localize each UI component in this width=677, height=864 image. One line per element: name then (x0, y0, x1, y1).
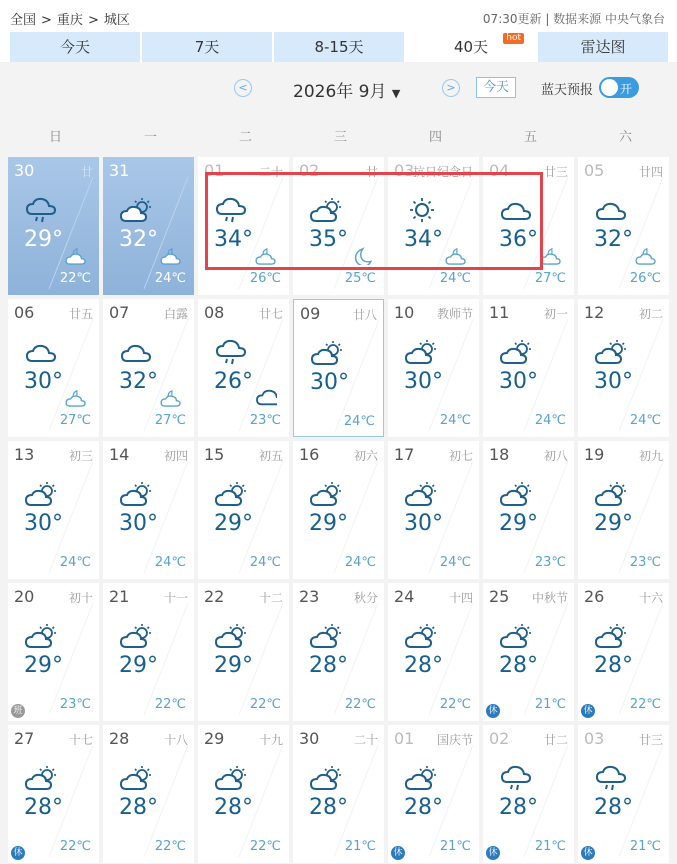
chevron-right-icon: > (446, 81, 456, 94)
lunar-date: 十八 (163, 733, 188, 747)
lunar-date: 十一 (163, 591, 188, 605)
holiday-badge: 休 (486, 846, 500, 860)
low-temp: 22℃ (154, 697, 186, 712)
high-temp: 34° (404, 227, 443, 252)
lunar-date: 二十 (258, 165, 283, 179)
day-number: 14 (109, 445, 130, 464)
month-control-bar (0, 62, 677, 114)
high-temp: 28° (594, 795, 633, 820)
low-temp: 24℃ (154, 555, 186, 570)
partly-cloudy-icon (119, 481, 153, 507)
high-temp: 35° (309, 227, 348, 252)
hot-badge: hot (503, 33, 524, 44)
breadcrumb (10, 9, 130, 28)
low-temp: 21℃ (534, 697, 566, 712)
day-number: 03 (584, 729, 605, 748)
lunar-date: 初一 (543, 307, 568, 321)
high-temp: 28° (119, 795, 158, 820)
day-number: 01 (394, 729, 415, 748)
today-button[interactable]: 今天 (476, 77, 516, 98)
day-number: 08 (204, 303, 225, 322)
day-cell[interactable] (578, 157, 669, 295)
lunar-date: 初三 (68, 449, 93, 463)
day-number: 20 (14, 587, 35, 606)
tab-today[interactable]: 今天 (10, 32, 140, 62)
lunar-date: 教师节 (436, 307, 473, 321)
high-temp: 34° (214, 227, 253, 252)
day-number: 05 (584, 161, 605, 180)
tab-8-15days[interactable]: 8-15天 (274, 32, 404, 62)
lunar-date: 十四 (448, 591, 473, 605)
low-temp: 23℃ (629, 555, 661, 570)
lunar-date: 白露 (163, 307, 188, 321)
day-number: 19 (584, 445, 605, 464)
high-temp: 29° (309, 511, 348, 536)
weekday-label: 六 (618, 130, 632, 145)
low-temp: 22℃ (59, 839, 91, 854)
next-month-button[interactable] (442, 79, 460, 97)
day-number: 24 (394, 587, 415, 606)
day-number: 13 (14, 445, 35, 464)
high-temp: 30° (404, 511, 443, 536)
day-number: 31 (109, 161, 130, 180)
lunar-date: 廿八 (352, 308, 377, 322)
high-temp: 29° (499, 511, 538, 536)
month-selector[interactable] (293, 77, 400, 102)
day-number: 22 (204, 587, 225, 606)
high-temp: 30° (310, 370, 349, 395)
lunar-date: 廿四 (638, 165, 663, 179)
partly-cloudy-icon (24, 481, 58, 507)
day-number: 10 (394, 303, 415, 322)
partly-cloudy-icon (214, 481, 248, 507)
day-cell[interactable] (578, 725, 669, 863)
top-bar (0, 0, 677, 32)
low-temp: 27℃ (59, 413, 91, 428)
low-temp: 24℃ (439, 555, 471, 570)
day-cell[interactable] (293, 299, 384, 437)
lunar-date: 十二 (258, 591, 283, 605)
high-temp: 30° (24, 369, 63, 394)
day-cell[interactable] (198, 441, 289, 579)
partly-cloudy-icon (119, 623, 153, 649)
low-temp: 24℃ (439, 271, 471, 286)
day-number: 18 (489, 445, 510, 464)
partly-cloudy-icon (309, 481, 343, 507)
partly-cloudy-night-icon (65, 389, 87, 407)
bluesky-forecast-label: 蓝天预报 (541, 83, 594, 98)
lunar-date: 抗日纪念日 (412, 165, 473, 179)
tab-7days[interactable]: 7天 (142, 32, 272, 62)
lunar-date: 初六 (353, 449, 378, 463)
tab-40days-label: 40天 (453, 38, 489, 56)
partly-cloudy-icon (309, 623, 343, 649)
day-number: 30 (299, 729, 320, 748)
day-number: 15 (204, 445, 225, 464)
highlight-box (205, 172, 543, 270)
day-number: 29 (204, 729, 225, 748)
day-cell[interactable] (8, 725, 99, 863)
low-temp: 21℃ (534, 839, 566, 854)
rain-cloud-icon (594, 765, 628, 791)
toggle-label: 开 (620, 82, 633, 96)
day-cell[interactable] (388, 725, 479, 863)
partly-cloudy-icon (404, 765, 438, 791)
low-temp: 21℃ (344, 839, 376, 854)
lunar-date: 廿五 (68, 307, 93, 321)
low-temp: 24℃ (154, 271, 186, 286)
holiday-badge: 休 (11, 846, 25, 860)
partly-cloudy-night-icon (635, 247, 657, 265)
partly-cloudy-night-icon (160, 247, 182, 265)
partly-cloudy-icon (499, 339, 533, 365)
breadcrumb-item-city[interactable]: 城区 (103, 13, 130, 28)
day-number: 09 (300, 304, 321, 323)
low-temp: 22℃ (249, 697, 281, 712)
day-cell[interactable] (483, 299, 574, 437)
day-cell[interactable] (483, 725, 574, 863)
breadcrumb-item-province[interactable]: 重庆 (56, 13, 83, 28)
month-label: 2026年 9月 (293, 82, 387, 102)
partly-cloudy-icon (499, 481, 533, 507)
lunar-date: 初四 (163, 449, 188, 463)
rain-cloud-icon (214, 339, 248, 365)
toggle-knob (601, 79, 618, 96)
high-temp: 28° (499, 653, 538, 678)
partly-cloudy-icon (594, 481, 628, 507)
high-temp: 28° (309, 795, 348, 820)
day-cell[interactable] (8, 441, 99, 579)
high-temp: 30° (499, 369, 538, 394)
weekday-label: 三 (333, 130, 347, 145)
breadcrumb-separator: > (41, 13, 52, 28)
low-temp: 26℃ (629, 271, 661, 286)
cloud-icon (594, 197, 628, 223)
low-temp: 24℃ (534, 413, 566, 428)
partly-cloudy-icon (404, 623, 438, 649)
low-temp: 27℃ (154, 413, 186, 428)
lunar-date: 廿 (80, 165, 93, 179)
lunar-date: 初五 (258, 449, 283, 463)
high-temp: 32° (119, 227, 158, 252)
high-temp: 28° (214, 795, 253, 820)
partly-cloudy-icon (404, 481, 438, 507)
high-temp: 29° (594, 511, 633, 536)
tab-radar[interactable]: 雷达图 (538, 32, 668, 62)
lunar-date: 秋分 (353, 591, 378, 605)
day-cell[interactable] (388, 583, 479, 721)
partly-cloudy-night-icon (65, 247, 87, 265)
rain-cloud-icon (499, 765, 533, 791)
day-number: 28 (109, 729, 130, 748)
day-number: 02 (489, 729, 510, 748)
partly-cloudy-night-icon (540, 247, 562, 265)
breadcrumb-item-nation[interactable]: 全国 (10, 13, 37, 28)
holiday-badge: 班 (11, 704, 25, 718)
high-temp: 29° (214, 511, 253, 536)
day-number: 30 (14, 161, 35, 180)
day-number: 25 (489, 587, 510, 606)
day-cell[interactable] (388, 441, 479, 579)
low-temp: 22℃ (249, 839, 281, 854)
weekday-label: 日 (48, 130, 62, 145)
bluesky-toggle[interactable] (599, 77, 639, 98)
high-temp: 29° (24, 227, 63, 252)
weekday-label: 四 (428, 130, 442, 145)
caret-down-icon: ▼ (391, 87, 401, 100)
day-cell[interactable] (198, 725, 289, 863)
lunar-date: 十七 (68, 733, 93, 747)
day-number: 11 (489, 303, 510, 322)
lunar-date: 十九 (258, 733, 283, 747)
high-temp: 36° (499, 227, 538, 252)
day-cell[interactable] (198, 583, 289, 721)
day-cell[interactable] (293, 583, 384, 721)
high-temp: 28° (594, 653, 633, 678)
high-temp: 26° (214, 369, 253, 394)
day-cell[interactable] (103, 725, 194, 863)
day-cell[interactable] (103, 157, 194, 295)
low-temp: 22℃ (439, 697, 471, 712)
day-number: 16 (299, 445, 320, 464)
high-temp: 29° (119, 653, 158, 678)
day-number: 02 (299, 161, 320, 180)
day-cell[interactable] (103, 583, 194, 721)
low-temp: 22℃ (629, 697, 661, 712)
lunar-date: 廿七 (258, 307, 283, 321)
weekday-label: 二 (238, 130, 252, 145)
low-temp: 25℃ (344, 271, 376, 286)
day-number: 26 (584, 587, 605, 606)
low-temp: 24℃ (439, 413, 471, 428)
day-number: 03 (394, 161, 415, 180)
partly-cloudy-icon (24, 623, 58, 649)
lunar-date: 中秋节 (531, 591, 568, 605)
day-cell[interactable] (293, 441, 384, 579)
rain-cloud-icon (24, 197, 58, 223)
partly-cloudy-icon (24, 765, 58, 791)
partly-cloudy-icon (119, 765, 153, 791)
low-temp: 27℃ (534, 271, 566, 286)
low-temp: 24℃ (344, 555, 376, 570)
low-temp: 21℃ (439, 839, 471, 854)
high-temp: 30° (594, 369, 633, 394)
lunar-date: 初七 (448, 449, 473, 463)
holiday-badge: 休 (486, 704, 500, 718)
high-temp: 29° (214, 653, 253, 678)
holiday-badge: 休 (391, 846, 405, 860)
forecast-tabs (10, 32, 668, 62)
chevron-left-icon: < (238, 81, 248, 94)
day-number: 04 (489, 161, 510, 180)
partly-cloudy-icon (594, 339, 628, 365)
low-temp: 21℃ (629, 839, 661, 854)
day-cell[interactable] (8, 583, 99, 721)
day-number: 23 (299, 587, 320, 606)
lunar-date: 初十 (68, 591, 93, 605)
partly-cloudy-icon (214, 623, 248, 649)
holiday-badge: 休 (581, 704, 595, 718)
lunar-date: 廿三 (543, 165, 568, 179)
lunar-date: 十六 (638, 591, 663, 605)
day-number: 12 (584, 303, 605, 322)
day-cell[interactable] (578, 299, 669, 437)
low-temp: 23℃ (59, 697, 91, 712)
weekday-header (0, 114, 677, 156)
partly-cloudy-icon (119, 197, 153, 223)
partly-cloudy-icon (499, 623, 533, 649)
low-temp: 24℃ (629, 413, 661, 428)
lunar-date: 初八 (543, 449, 568, 463)
partly-cloudy-icon (594, 623, 628, 649)
day-number: 27 (14, 729, 35, 748)
day-cell[interactable] (8, 157, 99, 295)
lunar-date: 廿二 (543, 733, 568, 747)
lunar-date: 初九 (638, 449, 663, 463)
high-temp: 29° (24, 653, 63, 678)
partly-cloudy-icon (214, 765, 248, 791)
lunar-date: 二十 (353, 733, 378, 747)
high-temp: 28° (404, 795, 443, 820)
day-number: 06 (14, 303, 35, 322)
lunar-date: 初二 (638, 307, 663, 321)
holiday-badge: 休 (581, 846, 595, 860)
partly-cloudy-icon (404, 339, 438, 365)
prev-month-button[interactable] (234, 79, 252, 97)
day-number: 17 (394, 445, 415, 464)
low-temp: 24℃ (59, 555, 91, 570)
weekday-label: 一 (143, 130, 157, 145)
breadcrumb-separator: > (87, 13, 99, 28)
low-temp: 24℃ (249, 555, 281, 570)
lunar-date: 廿三 (638, 733, 663, 747)
day-number: 07 (109, 303, 130, 322)
day-number: 01 (204, 161, 225, 180)
lunar-date: 国庆节 (436, 733, 473, 747)
high-temp: 30° (119, 511, 158, 536)
high-temp: 32° (119, 369, 158, 394)
day-cell[interactable] (103, 441, 194, 579)
high-temp: 30° (24, 511, 63, 536)
day-cell[interactable] (388, 299, 479, 437)
partly-cloudy-icon (310, 340, 344, 366)
lunar-date: 廿 (365, 165, 378, 179)
day-cell[interactable] (8, 299, 99, 437)
low-temp: 22℃ (154, 839, 186, 854)
high-temp: 28° (309, 653, 348, 678)
high-temp: 28° (404, 653, 443, 678)
update-info: 07:30更新 | 数据来源 中央气象台 (482, 12, 665, 26)
cloud-icon (24, 339, 58, 365)
rain-cloud-icon (255, 389, 277, 407)
cloud-icon (119, 339, 153, 365)
partly-cloudy-icon (309, 765, 343, 791)
high-temp: 32° (594, 227, 633, 252)
tab-40days[interactable] (406, 32, 536, 62)
day-cell[interactable] (578, 583, 669, 721)
high-temp: 28° (499, 795, 538, 820)
weekday-label: 五 (523, 130, 537, 145)
day-cell[interactable] (198, 299, 289, 437)
low-temp: 23℃ (249, 413, 281, 428)
high-temp: 28° (24, 795, 63, 820)
day-number: 21 (109, 587, 130, 606)
day-cell[interactable] (578, 441, 669, 579)
day-cell[interactable] (103, 299, 194, 437)
high-temp: 30° (404, 369, 443, 394)
day-cell[interactable] (483, 441, 574, 579)
low-temp: 22℃ (59, 271, 91, 286)
low-temp: 23℃ (534, 555, 566, 570)
low-temp: 26℃ (249, 271, 281, 286)
day-cell[interactable] (293, 725, 384, 863)
day-cell[interactable] (483, 583, 574, 721)
low-temp: 22℃ (344, 697, 376, 712)
low-temp: 24℃ (343, 414, 375, 429)
partly-cloudy-night-icon (160, 389, 182, 407)
